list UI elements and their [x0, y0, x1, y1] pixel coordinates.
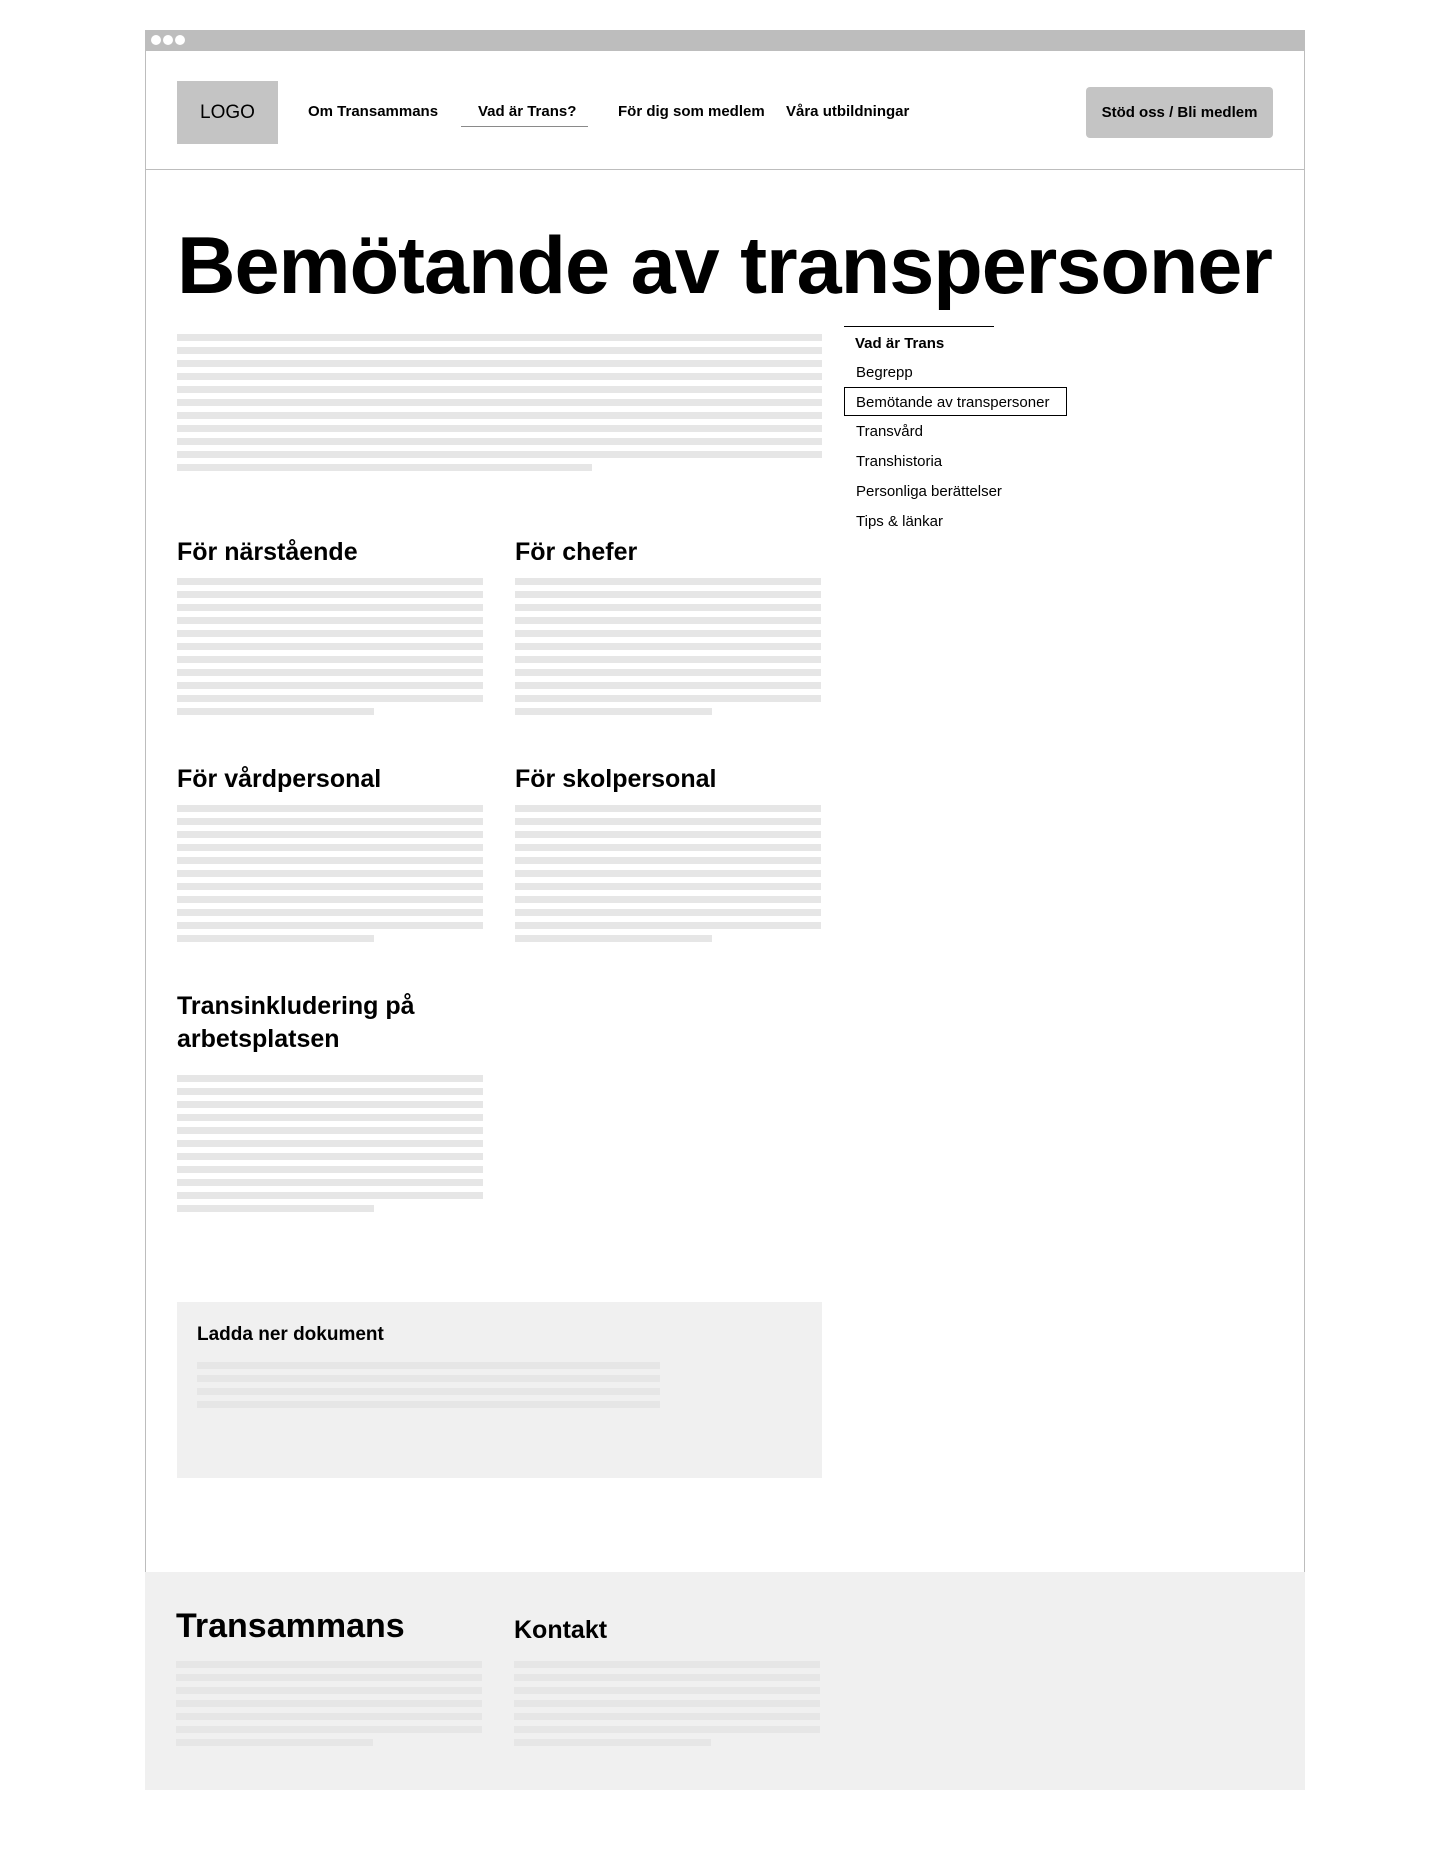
section-title-chefer: För chefer	[515, 538, 638, 566]
nav-item-om-transammans[interactable]: Om Transammans	[308, 103, 439, 120]
sidebar-heading[interactable]: Vad är Trans	[855, 335, 945, 352]
footer-brand-text	[176, 1661, 482, 1752]
download-documents-list[interactable]	[197, 1362, 660, 1414]
footer-contact-text	[514, 1661, 820, 1752]
download-documents-title: Ladda ner dokument	[197, 1324, 384, 1345]
browser-titlebar	[145, 30, 1305, 51]
footer-contact-title: Kontakt	[514, 1616, 608, 1644]
section-text-transinkludering	[177, 1075, 483, 1218]
window-dot-icon[interactable]	[175, 35, 185, 45]
section-title-skolpersonal: För skolpersonal	[515, 765, 717, 793]
page-title: Bemötande av transpersoner	[177, 221, 1272, 311]
sidebar-divider	[844, 326, 994, 327]
nav-item-for-dig-som-medlem[interactable]: För dig som medlem	[618, 103, 765, 120]
section-title-transinkludering: Transinkludering på arbetsplatsen	[177, 992, 415, 1053]
nav-item-vara-utbildningar[interactable]: Våra utbildningar	[786, 103, 910, 120]
sidebar-item-transhistoria[interactable]: Transhistoria	[856, 453, 943, 470]
sidebar-item-transvard[interactable]: Transvård	[856, 423, 923, 440]
section-text-narstaende	[177, 578, 483, 721]
section-title-vardpersonal: För vårdpersonal	[177, 765, 382, 793]
nav-active-underline	[461, 126, 588, 127]
sidebar-item-bemotande[interactable]: Bemötande av transpersoner	[856, 394, 1050, 411]
section-text-skolpersonal	[515, 805, 821, 948]
intro-text-placeholder	[177, 334, 822, 477]
nav-item-vad-ar-trans[interactable]: Vad är Trans?	[478, 103, 577, 120]
download-documents-box[interactable]	[177, 1302, 822, 1478]
section-title-narstaende: För närstående	[177, 538, 358, 566]
section-text-chefer	[515, 578, 821, 721]
browser-window	[145, 30, 1305, 1572]
site-footer	[145, 1572, 1305, 1790]
section-text-vardpersonal	[177, 805, 483, 948]
support-member-button[interactable]: Stöd oss / Bli medlem	[1086, 87, 1273, 138]
logo[interactable]: LOGO	[177, 81, 278, 144]
sidebar-item-begrepp[interactable]: Begrepp	[856, 364, 913, 381]
sidebar-item-tips-lankar[interactable]: Tips & länkar	[856, 513, 943, 530]
site-header	[146, 51, 1304, 170]
window-dot-icon[interactable]	[163, 35, 173, 45]
sidebar-item-personliga-berattelser[interactable]: Personliga berättelser	[856, 483, 1002, 500]
footer-brand: Transammans	[176, 1607, 405, 1645]
window-dot-icon[interactable]	[151, 35, 161, 45]
